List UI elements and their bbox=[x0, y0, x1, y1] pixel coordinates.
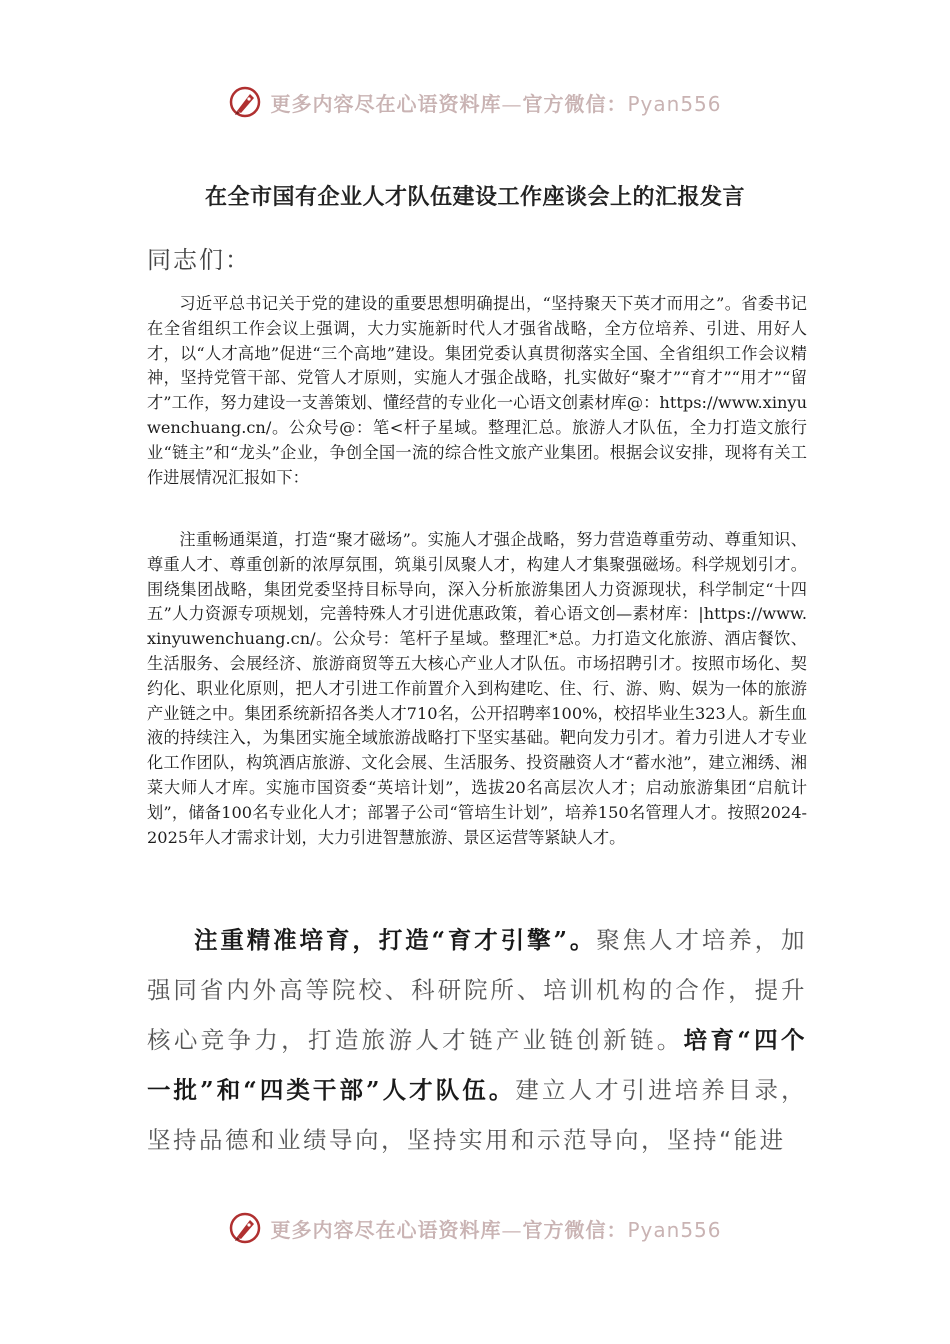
watermark-suffix: 官方微信： bbox=[522, 1217, 628, 1242]
section-text-four-batches: 建立人才引进培养目录，坚持品德和业绩导向，坚持实用和示范导向，坚持“能进 bbox=[147, 1076, 807, 1154]
header-watermark-banner bbox=[0, 82, 950, 122]
watermark-suffix: 官方微信： bbox=[522, 91, 628, 116]
watermark-text bbox=[270, 1214, 721, 1243]
document-title: 在全市国有企业人才队伍建设工作座谈会上的汇报发言 bbox=[204, 184, 745, 210]
watermark-main: 更多内容尽在心语资料库 bbox=[270, 91, 502, 116]
section-heading-four-batches: 培育“四个一批”和“四类干部”人才队伍。 bbox=[147, 1026, 807, 1104]
salutation: 同志们： bbox=[147, 246, 251, 274]
section-heading-cultivation: 注重精准培育，打造“育才引擎”。 bbox=[194, 926, 597, 954]
section-text-cultivation: 聚焦人才培养，加强同省内外高等院校、科研院所、培训机构的合作，提升核心竞争力，打造旅游人才链产业链创新链。 bbox=[147, 926, 807, 1054]
paragraph-talent-cultivation bbox=[147, 915, 807, 1165]
footer-watermark-banner bbox=[0, 1208, 950, 1248]
watermark-separator: — bbox=[501, 1217, 523, 1242]
watermark-wechat-id: Pyan556 bbox=[627, 1217, 722, 1242]
watermark-separator: — bbox=[501, 91, 523, 116]
watermark-main: 更多内容尽在心语资料库 bbox=[270, 1217, 502, 1242]
paragraph-talent-attraction: 注重畅通渠道，打造“聚才磁场”。实施人才强企战略，努力营造尊重劳动、尊重知识、尊重人才、尊重创新的浓厚氛围，筑巢引凤聚人才，构建人才集聚强磁场。科学规划引才。围绕集团战略，集团党委坚持目标导向，深入分析旅游集团人力资源现状，科学制定“十四五”人力资源专项规划，完善特殊人才引进优惠政策，着心语文创—素材库：|https://www.xinyuwenchuang.cn/。公众号：笔杆子星域。整理汇*总。力打造文化旅游、酒店餐饮、生活服务、会展经济、旅游商贸等五大核心产业人才队伍。市场招聘引才。按照市场化、契约化、职业化原则，把人才引进工作前置介入到构建吃、住、行、游、购、娱为一体的旅游产业链之中。集团系统新招各类人才710名，公开招聘率100%，校招毕业生323人。新生血液的持续注入，为集团实施全域旅游战略打下坚实基础。靶向发力引才。着力引进人才专业化工作团队，构筑酒店旅游、文化会展、生活服务、投资融资人才“蓄水池”，建立湘绣、湘菜大师人才库。实施市国资委“英培计划”，选拔20名高层次人才；启动旅游集团“启航计划”，储备100名专业化人才；部署子公司“管培生计划”，培养150名管理人才。按照2024-2025年人才需求计划，大力引进智慧旅游、景区运营等紧缺人才。 bbox=[147, 530, 807, 847]
pen-nib-circle-icon bbox=[228, 1211, 262, 1245]
paragraph-intro: 习近平总书记关于党的建设的重要思想明确提出，“坚持聚天下英才而用之”。省委书记在全省组织工作会议上强调，大力实施新时代人才强省战略，全方位培养、引进、用好人才，以“人才高地”促进“三个高地”建设。集团党委认真贯彻落实全国、全省组织工作会议精神，坚持党管干部、党管人才原则，实施人才强企战略，扎实做好“聚才”“育才”“用才”“留才”工作，努力建设一支善策划、懂经营的专业化一心语文创素材库@：https://www.xinyuwenchuang.cn/。公众号@：笔<杆子星域。整理汇总。旅游人才队伍，全力打造文旅行业“链主”和“龙头”企业，争创全国一流的综合性文旅产业集团。根据会议安排，现将有关工作进展情况汇报如下： bbox=[147, 294, 807, 487]
watermark-text bbox=[270, 88, 721, 117]
pen-nib-circle-icon bbox=[228, 85, 262, 119]
watermark-wechat-id: Pyan556 bbox=[627, 91, 722, 116]
